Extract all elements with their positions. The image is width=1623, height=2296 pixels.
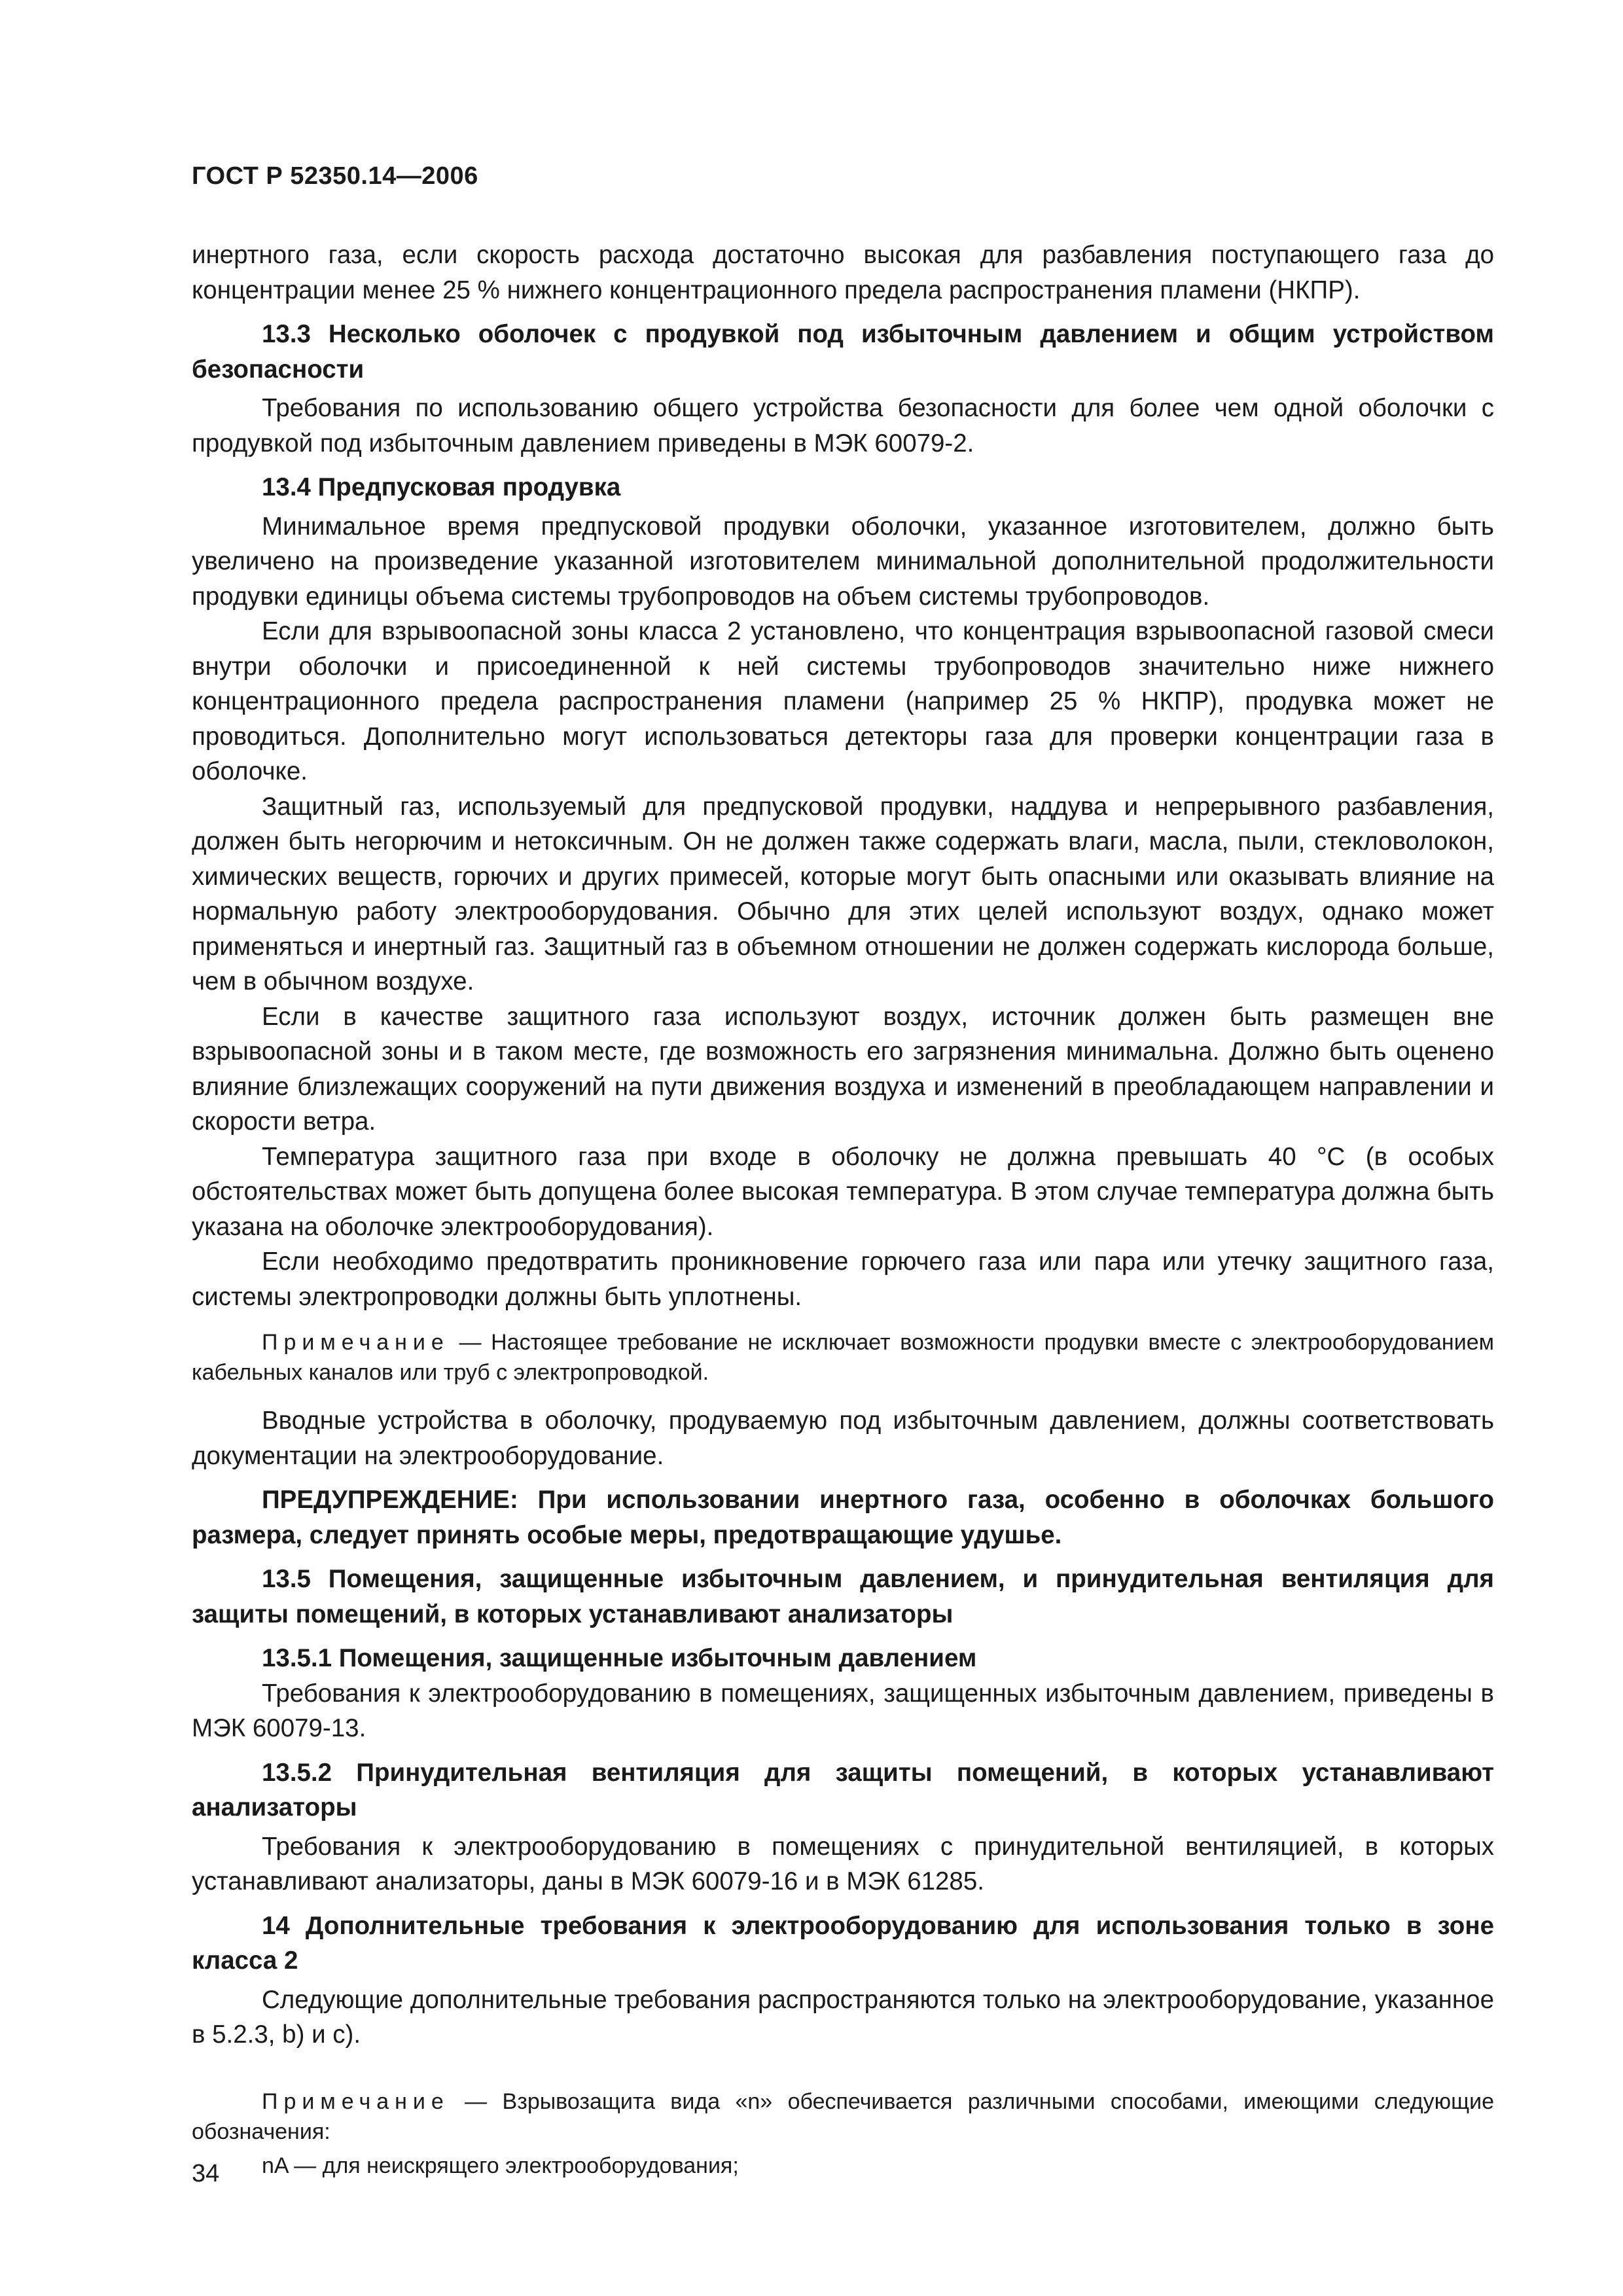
paragraph-13-5-1: Требования к электрооборудованию в помещениях, защищенных избыточным давлением, приведены в МЭК 60079-13. — [192, 1679, 1494, 1742]
section-heading-13-5-1: 13.5.1 Помещения, защищенные избыточным давлением — [262, 1644, 977, 1672]
note-1-text: — Настоящее требование не исключает возможности продувки вместе с электрооборудованием кабельных каналов или труб с электропроводкой. — [192, 1330, 1494, 1385]
section-heading-13-5-2: 13.5.2 Принудительная вентиляция для защиты помещений, в которых устанавливают анализаторы — [192, 1758, 1494, 1821]
paragraph-13-4-3: Защитный газ, используемый для предпусковой продувки, наддува и непрерывного разбавления, должен быть негорючим и нетоксичным. Он не должен также содержать влаги, масла, пыли, стекловолокон, химических веществ, горючих и других примесей, которые могут быть опасными или оказывать влияние на нормальную работу электрооборудования. Обычно для этих целей используют воздух, однако может применяться и инертный газ. Защитный газ в объемном отношении не должен содержать кислорода больше, чем в обычном воздухе. — [192, 792, 1494, 996]
section-heading-13-3: 13.3 Несколько оболочек с продувкой под избыточным давлением и общим устройством безопасности — [192, 320, 1494, 384]
paragraph-13-5-2: Требования к электрооборудованию в помещениях с принудительной вентиляцией, в которых устанавливают анализаторы, даны в МЭК 60079-16 и в МЭК 61285. — [192, 1832, 1494, 1895]
paragraph-continuation: инертного газа, если скорость расхода достаточно высокая для разбавления поступающего газа до концентрации менее 25 % нижнего концентрационного предела распространения пламени (НКПР). — [192, 241, 1494, 304]
page-number: 34 — [192, 2160, 220, 2187]
section-heading-14: 14 Дополнительные требования к электрооборудованию для использования только в зоне класса 2 — [192, 1911, 1494, 1975]
paragraph-13-3: Требования по использованию общего устройства безопасности для более чем одной оболочки с продувкой под избыточным давлением приведены в МЭК 60079-2. — [192, 394, 1494, 457]
note-1-label: Примечание — [262, 1330, 450, 1355]
note-1 — [192, 1327, 1494, 1388]
paragraph-13-4-6: Если необходимо предотвратить проникновение горючего газа или пара или утечку защитного газа, системы электропроводки должны быть уплотнены. — [192, 1247, 1494, 1311]
paragraph-13-4-5: Температура защитного газа при входе в оболочку не должна превышать 40 °С (в особых обстоятельствах может быть допущена более высокая температура. В этом случае температура должна быть указана на оболочке электрооборудования). — [192, 1142, 1494, 1241]
section-heading-13-5: 13.5 Помещения, защищенные избыточным давлением, и принудительная вентиляция для защиты помещений, в которых устанавливают анализаторы — [192, 1565, 1494, 1628]
paragraph-14: Следующие дополнительные требования распространяются только на электрооборудование, указанное в 5.2.3, b) и с). — [192, 1985, 1494, 2049]
note-2-list-item: nA — для неискрящего электрооборудования; — [262, 2153, 739, 2178]
note-2-label: Примечание — [262, 2089, 450, 2114]
paragraph-13-4-1: Минимальное время предпусковой продувки оболочки, указанное изготовителем, должно быть увеличено на произведение указанной изготовителем минимальной дополнительной продолжительности продувки единицы объема системы трубопроводов на объем системы трубопроводов. — [192, 512, 1494, 611]
standard-header: ГОСТ Р 52350.14—2006 — [192, 162, 478, 190]
paragraph-13-4-4: Если в качестве защитного газа используют воздух, источник должен быть размещен вне взрывоопасной зоны и в таком месте, где возможность его загрязнения минимальна. Должно быть оценено влияние близлежащих сооружений на пути движения воздуха и изменений в преобладающем направлении и скорости ветра. — [192, 1002, 1494, 1136]
note-2 — [192, 2087, 1494, 2147]
document-body — [192, 238, 1494, 2181]
paragraph-13-4-2: Если для взрывоопасной зоны класса 2 установлено, что концентрация взрывоопасной газовой смеси внутри оболочки и присоединенной к ней системы трубопроводов значительно ниже нижнего концентрационного предела распространения пламени (например 25 % НКПР), продувка может не проводиться. Дополнительно могут использоваться детекторы газа для проверки концентрации газа в оболочке. — [192, 617, 1494, 785]
warning-text: ПРЕДУПРЕЖДЕНИЕ: При использовании инертного газа, особенно в оболочках большого размера, следует принять особые меры, предотвращающие удушье. — [192, 1486, 1494, 1549]
note-2-text: — Взрывозащита вида «n» обеспечивается различными способами, имеющими следующие обозначения: — [192, 2089, 1494, 2144]
section-heading-13-4: 13.4 Предпусковая продувка — [262, 473, 621, 501]
paragraph-13-4-7: Вводные устройства в оболочку, продуваемую под избыточным давлением, должны соответствовать документации на электрооборудование. — [192, 1407, 1494, 1470]
